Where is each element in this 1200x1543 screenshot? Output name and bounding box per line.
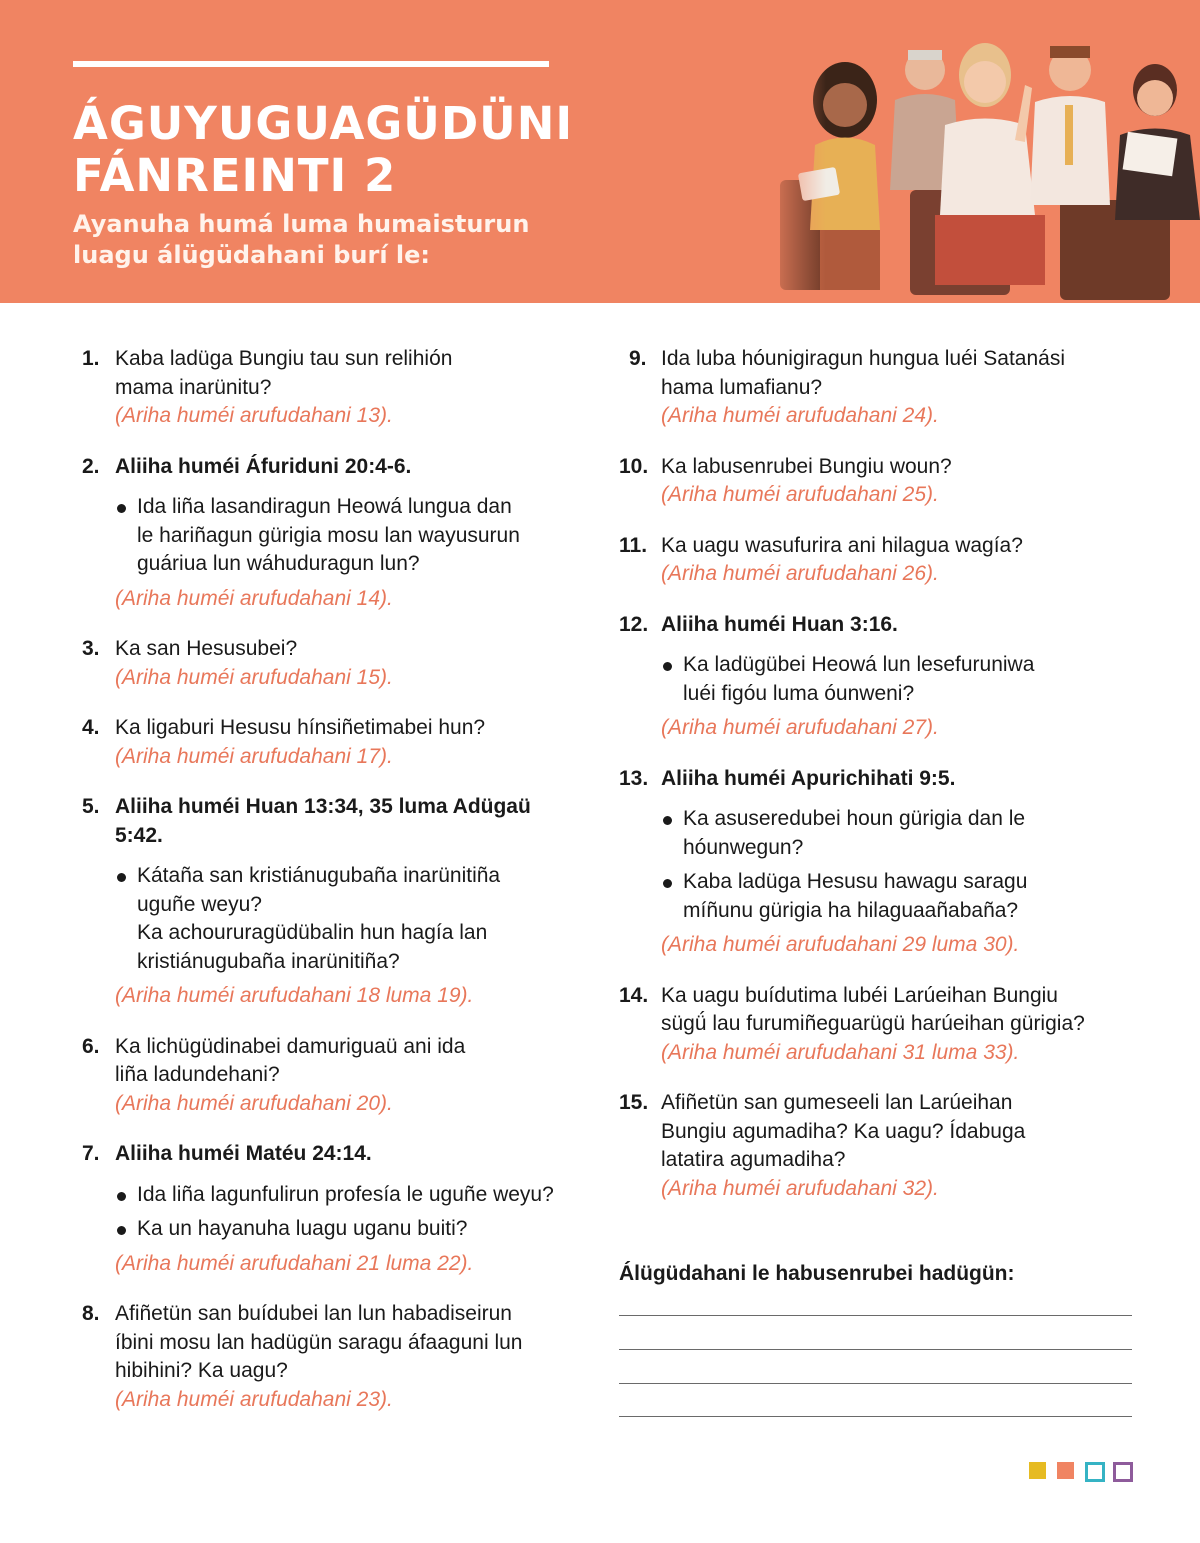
question-text: Ka uagu wasufurira ani hilagua wagía? <box>661 533 1023 557</box>
question-item <box>619 611 1139 743</box>
question-reference: (Ariha huméi arufudahani 32). <box>661 1176 939 1200</box>
question-item <box>82 345 592 431</box>
bullet-item: Ka ladügübei Heowá lun lesefuruniwa luéi figóu luma óunweni? <box>661 651 1139 708</box>
question-item <box>619 453 1139 510</box>
question-reference: (Ariha huméi arufudahani 13). <box>115 404 393 427</box>
question-number: 11. <box>619 533 648 557</box>
question-reference: (Ariha huméi arufudahani 25). <box>661 483 939 506</box>
questions-right-column <box>619 345 1139 1225</box>
question-reference: (Ariha huméi arufudahani 23). <box>115 1387 393 1411</box>
question-number: 3. <box>82 637 100 660</box>
page-title: ÁGUYUGUAGÜDÜNI FÁNREINTI 2 <box>73 97 574 202</box>
audience-illustration <box>760 30 1200 303</box>
bullet-item: Ka asuseredubei houn gürigia dan le hóunwegun? <box>661 805 1139 862</box>
question-number: 13. <box>619 766 649 790</box>
bullet-item: Kátaña san kristiánugubaña inarünitiña uguñe weyu? Ka achoururagüdübalin hun hagía lan kristiánugubaña inarünitiña? <box>115 862 592 976</box>
question-item <box>82 453 592 614</box>
question-reference: (Ariha huméi arufudahani 26). <box>661 562 939 585</box>
question-reference: (Ariha huméi arufudahani 20). <box>115 1091 393 1115</box>
question-reference: (Ariha huméi arufudahani 27). <box>661 716 939 739</box>
header-banner <box>0 0 1200 303</box>
answers-heading: Álügüdahani le habusenrubei hadügün: <box>619 1262 1015 1285</box>
question-bullets <box>115 862 592 976</box>
question-item <box>82 793 592 1011</box>
question-number: 9. <box>629 347 647 370</box>
question-text: Afiñetün san buídubei lan lun habadiseirun íbini mosu lan hadügün saragu áfaaguni lun hibihini? Ka uagu? <box>115 1302 523 1382</box>
bullet-item: Ida liña lagunfulirun profesía le uguñe weyu? <box>115 1181 592 1210</box>
purple-outline-square-icon <box>1113 1462 1133 1482</box>
question-number: 1. <box>82 347 100 370</box>
question-item <box>619 982 1139 1068</box>
question-number: 5. <box>82 795 100 818</box>
bullet-item: Ida liña lasandiragun Heowá lungua dan le hariñagun gürigia mosu lan wayusurun guáriua lun wáhuduragun lun? <box>115 493 592 579</box>
question-text: Ida luba hóunigiragun hungua luéi Satanási hama lumafianu? <box>661 347 1065 399</box>
question-bullets <box>661 651 1139 708</box>
question-item <box>82 635 592 692</box>
question-text: Ka ligaburi Hesusu hínsiñetimabei hun? <box>115 716 486 739</box>
question-number: 2. <box>82 454 100 478</box>
page-subtitle: Ayanuha humá luma humaisturun luagu álügüdahani burí le: <box>73 210 530 269</box>
question-item <box>619 1089 1139 1203</box>
question-item <box>82 1140 592 1278</box>
yellow-square-icon <box>1029 1462 1046 1479</box>
coral-square-icon <box>1057 1462 1074 1479</box>
question-item <box>82 1033 592 1119</box>
question-reference: (Ariha huméi arufudahani 17). <box>115 744 393 768</box>
question-item <box>82 1300 592 1414</box>
question-text: Ka labusenrubei Bungiu woun? <box>661 454 952 478</box>
question-number: 15. <box>619 1091 649 1114</box>
question-text: Ka uagu buídutima lubéi Larúeihan Bungiu sügǘ lau furumiñeguarügü harúeihan gürigia? <box>661 983 1085 1035</box>
question-text: Aliiha huméi Matéu 24:14. <box>115 1142 372 1165</box>
question-reference: (Ariha huméi arufudahani 29 luma 30). <box>661 933 1020 956</box>
question-reference: (Ariha huméi arufudahani 31 luma 33). <box>661 1040 1020 1064</box>
answer-line[interactable] <box>619 1315 1132 1316</box>
question-text: Afiñetün san gumeseeli lan Larúeihan Bungiu agumadiha? Ka uagu? Ídabuga latatira agumadiha? <box>661 1091 1026 1171</box>
question-text: Aliiha huméi Huan 3:16. <box>661 612 898 636</box>
bullet-item: Kaba ladüga Hesusu hawagu saragu míñunu gürigia ha hilaguaañabaña? <box>661 868 1139 925</box>
question-item <box>619 532 1139 589</box>
question-text: Aliiha huméi Huan 13:34, 35 luma Adügaü 5:42. <box>115 795 531 847</box>
question-text: Ka lichügüdinabei damuriguaü ani ida liña ladundehani? <box>115 1034 466 1086</box>
question-number: 14. <box>619 983 649 1007</box>
bullet-item: Ka un hayanuha luagu uganu buiti? <box>115 1215 592 1244</box>
question-number: 4. <box>82 716 100 739</box>
question-reference: (Ariha huméi arufudahani 18 luma 19). <box>115 984 474 1007</box>
answer-line[interactable] <box>619 1349 1132 1350</box>
question-bullets <box>661 805 1139 925</box>
question-text: Aliiha huméi Apurichihati 9:5. <box>661 766 956 790</box>
question-text: Ka san Hesusubei? <box>115 637 298 660</box>
question-reference: (Ariha huméi arufudahani 24). <box>661 404 939 427</box>
question-text: Kaba ladüga Bungiu tau sun relihión mama inarünitu? <box>115 347 453 399</box>
question-bullets <box>115 493 592 579</box>
questions-left-column <box>82 345 592 1436</box>
answer-line[interactable] <box>619 1383 1132 1384</box>
question-item <box>619 765 1139 960</box>
question-item <box>82 714 592 771</box>
question-reference: (Ariha huméi arufudahani 15). <box>115 665 393 689</box>
question-reference: (Ariha huméi arufudahani 21 luma 22). <box>115 1251 474 1275</box>
header-rule <box>73 61 549 67</box>
question-text: Aliiha huméi Áfuriduni 20:4-6. <box>115 454 412 478</box>
question-number: 8. <box>82 1302 100 1325</box>
question-number: 12. <box>619 612 649 636</box>
question-number: 6. <box>82 1034 100 1058</box>
teal-outline-square-icon <box>1085 1462 1105 1482</box>
question-bullets <box>115 1181 592 1244</box>
question-number: 7. <box>82 1142 100 1165</box>
question-number: 10. <box>619 454 649 478</box>
question-item <box>619 345 1139 431</box>
answer-line[interactable] <box>619 1416 1132 1417</box>
question-reference: (Ariha huméi arufudahani 14). <box>115 586 393 610</box>
